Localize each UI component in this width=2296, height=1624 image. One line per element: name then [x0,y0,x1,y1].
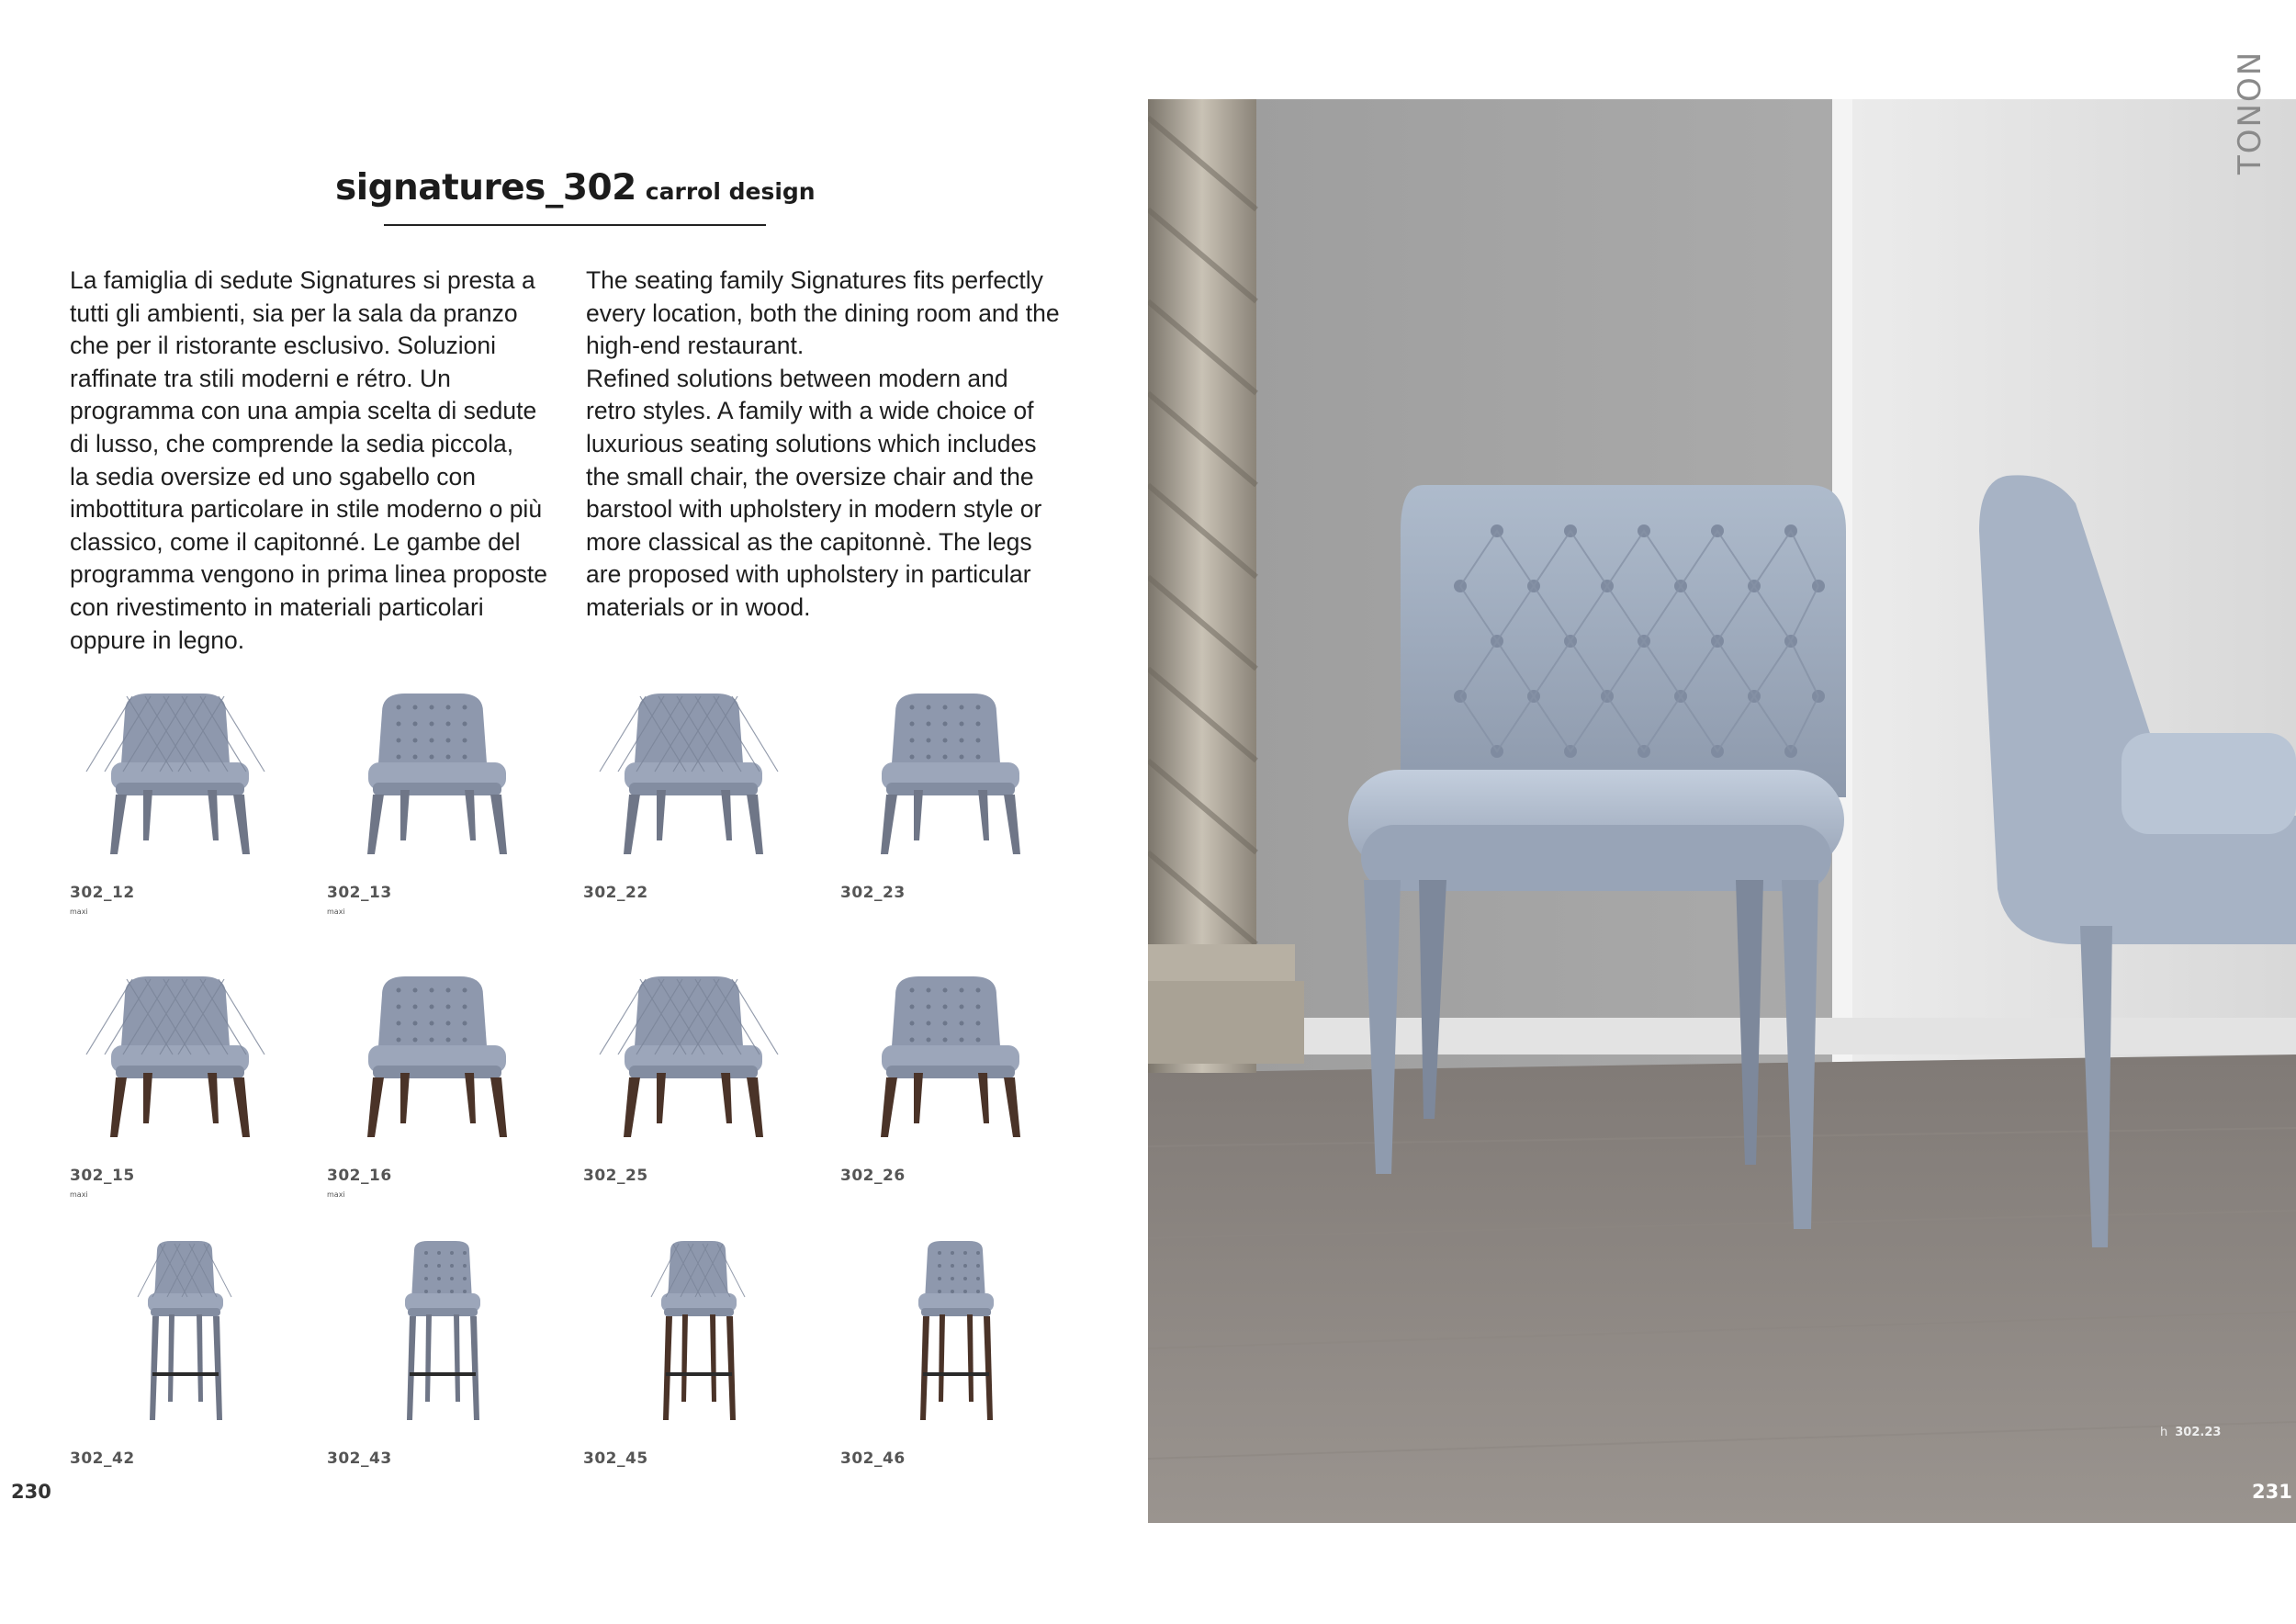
product-code: 302_15 [70,1167,135,1185]
product-code: 302_23 [840,884,906,902]
designer-subtitle: carrol design [645,178,816,205]
text-line: tutti gli ambienti, sia per la sala da pranzo [70,299,518,327]
caption-code: 302.23 [2175,1426,2222,1439]
text-line: barstool with upholstery in modern style or [586,495,1042,524]
page-title [335,167,816,209]
product-tag: maxi [70,1190,88,1199]
quilted-chair-icon [583,671,804,863]
page-number-left: 230 [11,1481,51,1503]
product-code: 302_45 [583,1449,648,1468]
tufted-barstool-icon [327,1236,547,1429]
text-line: more classical as the capitonnè. The legs [586,527,1032,556]
product-code: 302_22 [583,884,648,902]
text-line: every location, both the dining room and the [586,299,1060,327]
text-line: Refined solutions between modern and [586,364,1008,392]
quilted-chair-wood-legs-icon [583,953,804,1146]
text-line: high-end restaurant. [586,332,805,360]
collection-title: signatures_302 [335,167,636,209]
tufted-chair-wood-legs-icon [840,953,1061,1146]
page-number-right: 231 [2252,1481,2292,1503]
english-description [586,265,1100,625]
product-code: 302_42 [70,1449,135,1468]
product-code: 302_46 [840,1449,906,1468]
text-line: di lusso, che comprende la sedia piccola, [70,429,514,457]
product-code: 302_43 [327,1449,392,1468]
tufted-chair-wood-legs-icon [327,953,547,1146]
text-line: con rivestimento in materiali particolari [70,592,484,621]
text-line: The seating family Signatures fits perfectly [586,266,1043,294]
quilted-chair-wood-legs-icon [70,953,290,1146]
caption-prefix: h [2160,1426,2168,1439]
text-line: raffinate tra stili moderni e rétro. Un [70,364,451,392]
text-line: the small chair, the oversize chair and the [586,462,1034,491]
product-tag: maxi [327,1190,345,1199]
product-code: 302_26 [840,1167,906,1185]
text-line: retro styles. A family with a wide choice of [586,397,1034,425]
text-line: che per il ristorante esclusivo. Soluzioni [70,332,496,360]
product-code: 302_25 [583,1167,648,1185]
italian-description [70,265,584,657]
product-code: 302_16 [327,1167,392,1185]
quilted-chair-icon [70,671,290,863]
chair-photo-illustration [1148,99,2296,1523]
photo-caption [2160,1426,2221,1439]
text-line: materials or in wood. [586,592,811,621]
text-line: programma con una ampia scelta di sedute [70,397,537,425]
text-line: programma vengono in prima linea proposte [70,560,547,589]
text-line: La famiglia di sedute Signatures si presta a [70,266,535,294]
text-line: classico, come il capitonné. Le gambe del [70,527,521,556]
tufted-barstool-wood-legs-icon [840,1236,1061,1429]
text-line: imbottitura particolare in stile moderno o più [70,495,543,524]
quilted-barstool-icon [70,1236,290,1429]
product-code: 302_13 [327,884,392,902]
product-tag: maxi [327,908,345,916]
text-line: la sedia oversize ed uno sgabello con [70,462,476,491]
product-photo [1148,99,2296,1523]
title-underline [384,224,766,226]
tufted-chair-icon [840,671,1061,863]
text-line: are proposed with upholstery in particular [586,560,1031,589]
product-tag: maxi [70,908,88,916]
tufted-chair-icon [327,671,547,863]
product-code: 302_12 [70,884,135,902]
text-line: oppure in legno. [70,626,245,654]
text-line: luxurious seating solutions which includes [586,429,1037,457]
quilted-barstool-wood-legs-icon [583,1236,804,1429]
brand-logo: TONON [2232,50,2268,175]
